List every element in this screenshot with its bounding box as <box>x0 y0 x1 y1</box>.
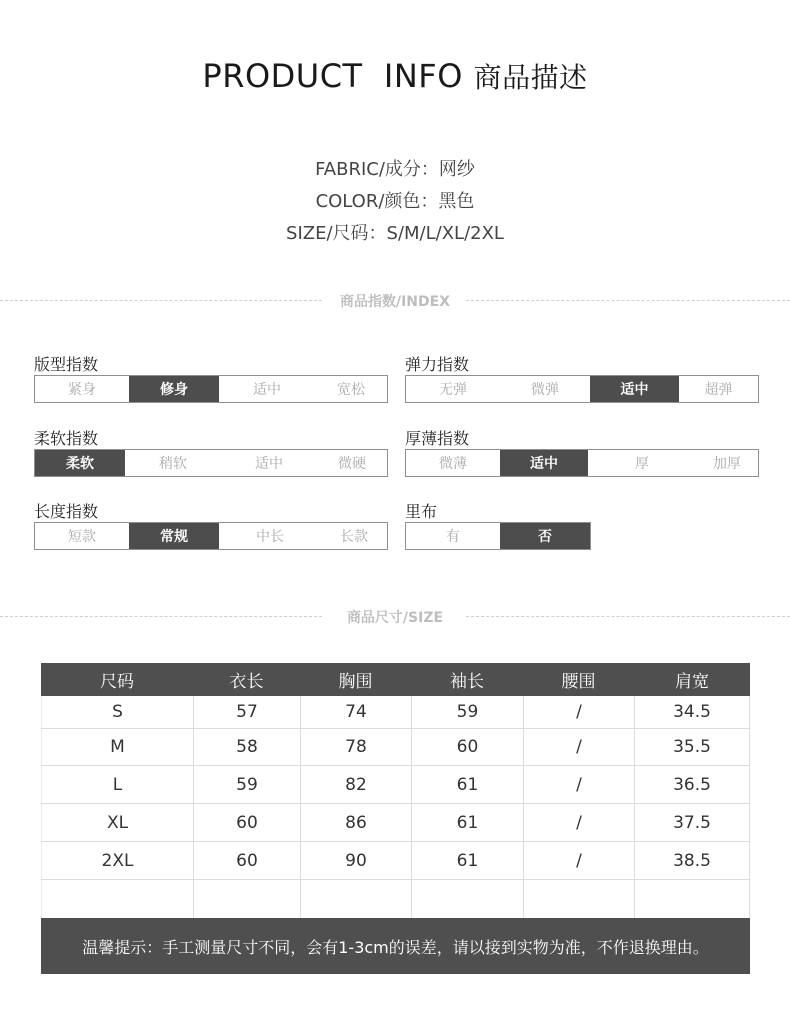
table-cell: 35.5 <box>634 729 750 765</box>
table-cell <box>193 880 300 918</box>
table-cell <box>300 880 411 918</box>
table-cell: 86 <box>300 804 411 841</box>
lining-option: 否 <box>500 523 590 549</box>
size-table <box>41 663 750 918</box>
table-row-empty <box>41 880 750 918</box>
length-index-title: 长度指数 <box>34 502 99 521</box>
length-option: 中长 <box>256 529 284 545</box>
thickness-option: 厚 <box>635 456 649 472</box>
table-cell: XL <box>41 804 193 841</box>
table-cell: 60 <box>193 842 300 879</box>
table-cell: 2XL <box>41 842 193 879</box>
table-row <box>41 804 750 842</box>
divider-line-right <box>466 616 790 617</box>
table-cell: 61 <box>411 804 523 841</box>
table-cell <box>634 880 750 918</box>
table-cell: L <box>41 766 193 803</box>
fit-option: 修身 <box>129 376 219 402</box>
thickness-index-title: 厚薄指数 <box>405 429 470 448</box>
header-cell: 肩宽 <box>675 672 709 692</box>
table-row <box>41 729 750 766</box>
table-cell: / <box>523 766 634 803</box>
fabric-info: FABRIC/成分：网纱 <box>315 159 475 180</box>
table-cell: 38.5 <box>634 842 750 879</box>
table-cell: 59 <box>411 696 523 728</box>
table-cell: S <box>41 696 193 728</box>
softness-option: 适中 <box>255 456 283 472</box>
lining-bar <box>405 522 591 550</box>
size-divider <box>0 607 790 627</box>
table-cell: 61 <box>411 842 523 879</box>
table-cell: 37.5 <box>634 804 750 841</box>
thickness-index-bar <box>405 449 759 477</box>
table-cell: 82 <box>300 766 411 803</box>
table-cell: 74 <box>300 696 411 728</box>
measurement-note: 温馨提示：手工测量尺寸不同，会有1-3cm的误差，请以接到实物为准，不作退换理由。 <box>41 918 750 974</box>
table-cell: 58 <box>193 729 300 765</box>
thickness-option: 适中 <box>500 450 588 476</box>
size-info: SIZE/尺码：S/M/L/XL/2XL <box>286 223 504 244</box>
table-cell: / <box>523 729 634 765</box>
thickness-option: 微薄 <box>439 456 467 472</box>
table-cell: 57 <box>193 696 300 728</box>
header-cell: 尺码 <box>100 672 134 692</box>
header-cell: 袖长 <box>450 672 484 692</box>
table-cell: 90 <box>300 842 411 879</box>
thickness-option: 加厚 <box>713 456 741 472</box>
elasticity-option: 超弹 <box>704 382 733 398</box>
elasticity-option: 无弹 <box>439 382 467 398</box>
size-table-header <box>41 663 750 696</box>
fit-option: 紧身 <box>68 382 96 398</box>
table-cell: 60 <box>193 804 300 841</box>
header-cell: 胸围 <box>338 672 373 692</box>
table-row <box>41 766 750 804</box>
elasticity-index-bar <box>405 375 759 403</box>
index-section-label: 商品指数/INDEX <box>339 294 451 310</box>
title-chinese: 商品描述 <box>473 61 588 94</box>
table-cell: / <box>523 804 634 841</box>
length-option: 长款 <box>340 529 368 545</box>
table-cell: 60 <box>411 729 523 765</box>
table-cell: M <box>41 729 193 765</box>
lining-option: 有 <box>446 529 460 545</box>
softness-index-title: 柔软指数 <box>34 429 99 448</box>
table-cell: 59 <box>193 766 300 803</box>
header-cell: 腰围 <box>561 672 596 692</box>
table-cell <box>41 880 193 918</box>
length-option: 短款 <box>68 529 96 545</box>
table-cell <box>523 880 634 918</box>
fit-index-title: 版型指数 <box>34 355 99 374</box>
lining-title: 里布 <box>405 502 438 521</box>
softness-option: 稍软 <box>159 456 187 472</box>
table-cell: 78 <box>300 729 411 765</box>
table-cell: 61 <box>411 766 523 803</box>
table-cell: / <box>523 696 634 728</box>
page-title <box>0 56 790 96</box>
length-option: 常规 <box>129 523 219 549</box>
color-info: COLOR/颜色：黑色 <box>315 191 475 212</box>
elasticity-option: 微弹 <box>531 382 559 398</box>
fit-option: 宽松 <box>337 382 365 398</box>
elasticity-index-title: 弹力指数 <box>405 355 470 374</box>
softness-index-bar <box>34 449 388 477</box>
fit-index-bar <box>34 375 388 403</box>
softness-option: 柔软 <box>35 450 125 476</box>
length-index-bar <box>34 522 388 550</box>
title-english: PRODUCT INFO <box>202 57 463 95</box>
table-cell: 36.5 <box>634 766 750 803</box>
table-row <box>41 842 750 880</box>
table-cell: 34.5 <box>634 696 750 728</box>
divider-line-right <box>466 300 790 301</box>
fit-option: 适中 <box>253 382 281 398</box>
index-divider <box>0 291 790 311</box>
table-cell <box>411 880 523 918</box>
elasticity-option: 适中 <box>590 376 679 402</box>
softness-option: 微硬 <box>338 456 366 472</box>
table-cell: / <box>523 842 634 879</box>
size-section-label: 商品尺寸/SIZE <box>346 610 444 626</box>
header-cell: 衣长 <box>229 672 264 692</box>
table-row <box>41 696 750 729</box>
